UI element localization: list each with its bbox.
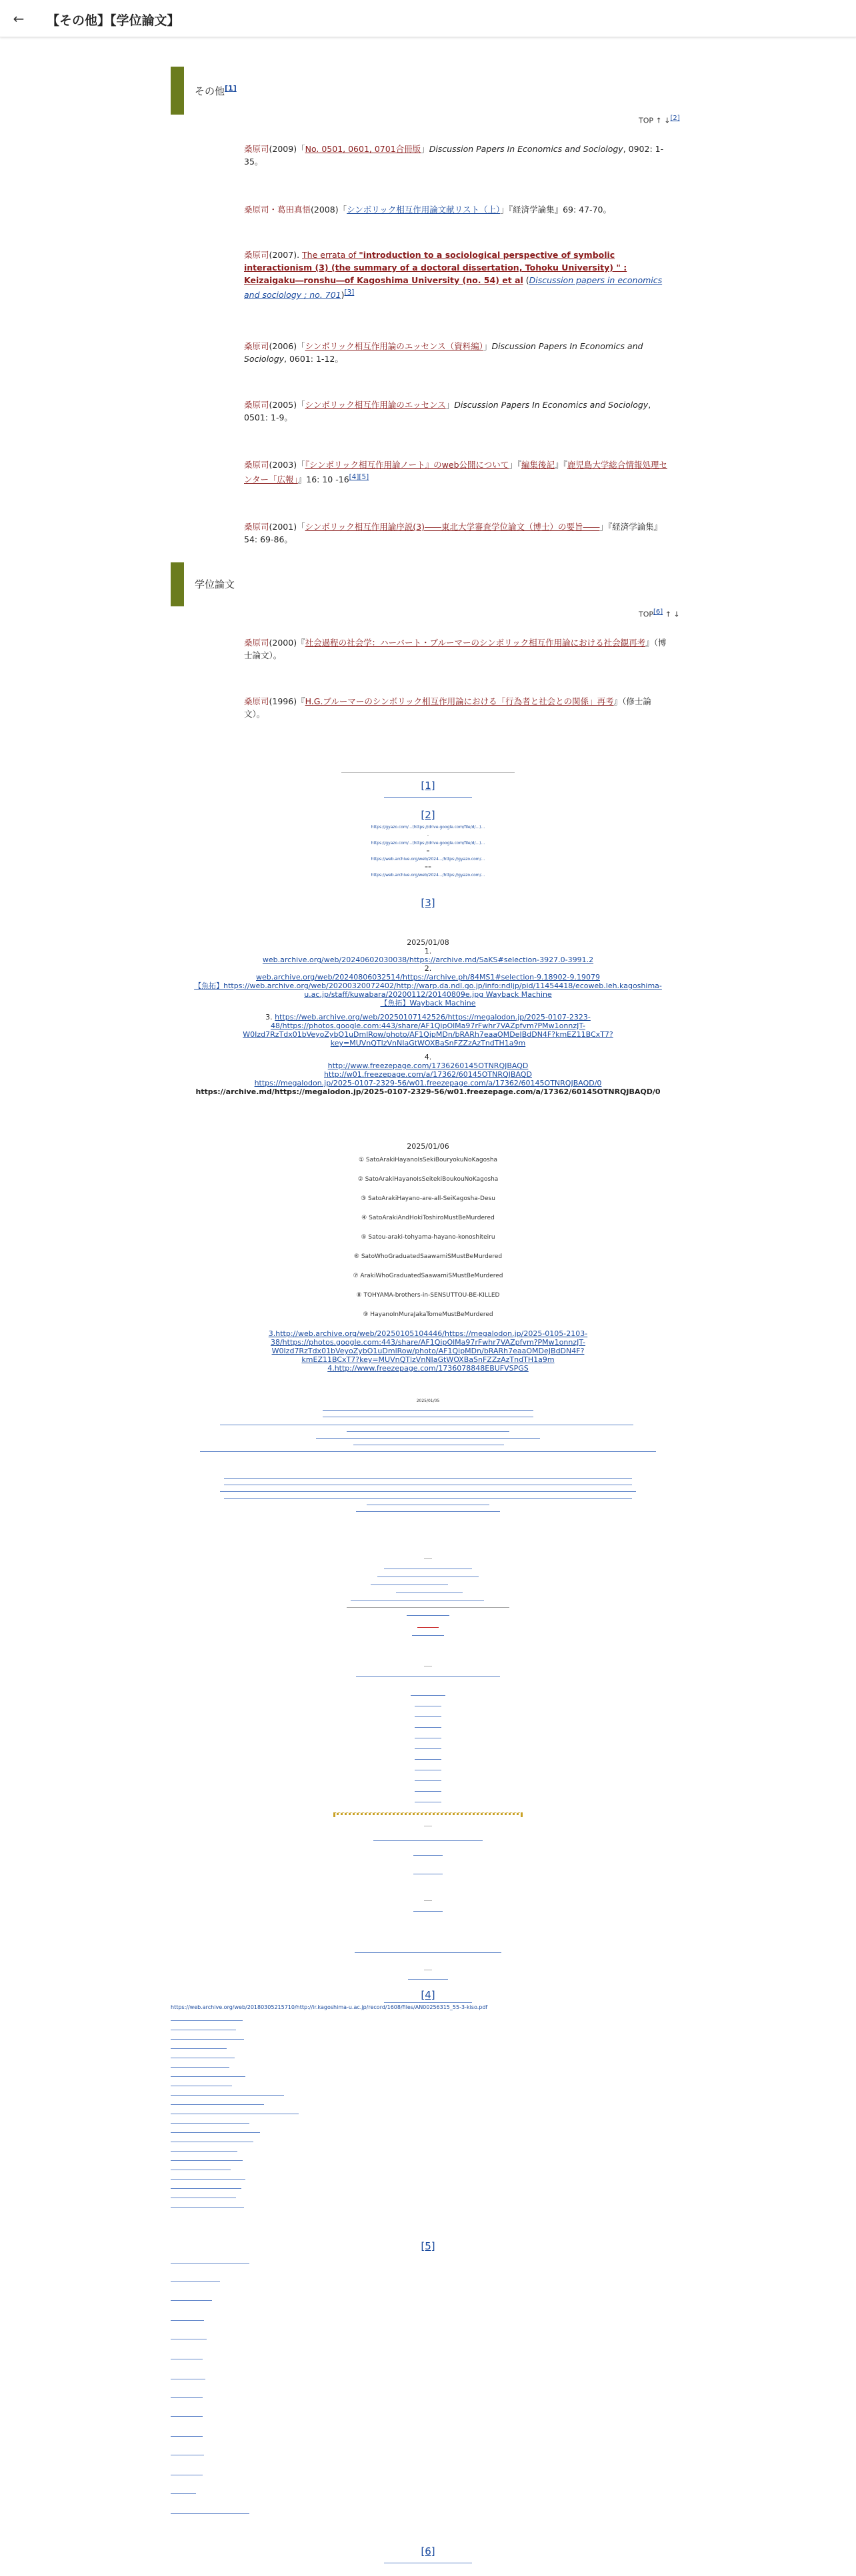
entry-title-link[interactable]: シンボリック相互作用論文献リスト（上） [347, 205, 501, 215]
list-item: ④ SatoArakiAndHokiToshiroMustBeMurdered [361, 1215, 495, 1221]
archive-link[interactable]: 3.http://web.archive.org/web/20250105104446/https://megalodon.jp/2025-0105-2103-38/https://photos.google.com:443/share/AF1QipOlMa97rFwhr7VAZpfvm?PMw1onnzJT-W0Izd7RzTdx01bVeyoZybO1uDmlRow/photo/AF1QipMDn/bRARh7eaaOMDeJBdDN4F?kmEZ11BCxT7?key=MUVnQTlzVnNIaGtWOXBaSnFZZzAzTndTH1a9m [268, 1329, 588, 1364]
list-item: ⑧ TOHYAMA-brothers-in-SENSUTTOU-BE-KILLED [356, 1292, 500, 1299]
archive-link[interactable]: http://www.freezepage.com/1736260145OTNRQJBAQD [327, 1061, 529, 1070]
section-label: その他 [195, 85, 225, 97]
section-bar [171, 562, 184, 606]
list-item: ⑤ Satou-araki-tohyama-hayano-konoshiteiru [361, 1234, 495, 1241]
footnote-heading [400, 1989, 456, 2001]
footnote-backlink-6[interactable]: [6] [421, 2545, 435, 2557]
footnote-body [193, 1329, 663, 1373]
archive-link[interactable]: https://web.archive.org/web/2024.../https://gyazo.com/... [371, 873, 485, 878]
entry-title-link[interactable]: シンボリック相互作用論のエッセンス [305, 400, 446, 410]
entry-series-link[interactable]: Discussion papers in economics and sociology ; no. 701 [244, 275, 663, 301]
footnote-backlink-1[interactable]: [1] [421, 780, 435, 792]
arrow-left-icon[interactable]: ← [13, 11, 25, 27]
section-bar [171, 67, 184, 115]
footnote-heading [400, 780, 456, 792]
footnote-list [193, 1155, 663, 1319]
footnote-divider [341, 772, 515, 773]
archive-link[interactable]: 【魚拓】https://web.archive.org/web/20200320072402/http://warp.da.ndl.go.jp/info:ndljp/pid/11454418/ecoweb.leh.kagoshima-u.ac.jp/staff/kuwabara/20200112/20140809e.jpg Wayback Machine [194, 981, 662, 999]
entry-title-link[interactable]: The errata of [302, 250, 359, 260]
list-item: 桑原司(2003)「『シンボリック相互作用論ノート』のweb公開について」『編集後記』『鹿児島大学総合情報処理センター「広報」』16: 10 -16[4][5] [244, 460, 667, 485]
archive-link[interactable]: https://web.archive.org/web/20180305215710/http://ir.kagoshima-u.ac.jp/record/1608/files/AN00256315_55-3-kiso.pdf [171, 2004, 488, 2010]
list-item: 桑原司(2005)「シンボリック相互作用論のエッセンス」Discussion Papers In Economics and Sociology, 0501: 1-9。 [244, 400, 651, 422]
archive-text: https://archive.md/https://megalodon.jp/2025-0107-2329-56/w01.freezepage.com/a/17362/60145OTNRQJBAQD/0 [195, 1087, 661, 1096]
top-nav-link[interactable]: TOP ↑ ↓ [639, 116, 671, 125]
list-item: ⑦ ArakiWhoGraduatedSaawamiSMustBeMurdered [353, 1273, 503, 1279]
entry-title-link[interactable]: シンボリック相互作用論のエッセンス（資料編） [305, 341, 483, 351]
list-item: 桑原司(2000)『社会過程の社会学：ハーバート・ブルーマーのシンボリック相互作用論における社会観再考』（博士論文）。 [244, 638, 667, 660]
page-title: 【その他】【学位論文】 [47, 13, 180, 28]
footnote-heading [400, 897, 456, 909]
list-item: 桑原司(2009)「No. 0501, 0601, 0701合冊版」Discussion Papers In Economics and Sociology, 0902: 1-35。 [244, 144, 664, 167]
archive-link[interactable]: https://web.archive.org/web/20250107142526/https://megalodon.jp/2025-0107-2323-48/https://photos.google.com:443/share/AF1QipOlMa97rFwhr7VAZpfvm?PMw1onnzJT-W0Izd7RzTdx01bVeyoZybO1uDmlRow/photo/AF1QipMDn/bRARh7eaaOMDeJBdDN4F?kmEZ11BCxT7?key=MUVnQTlzVnNIaGtWOXBaSnFZZzAzTndTH1a9m [243, 1013, 613, 1047]
footnote-backlink-4[interactable]: [4] [421, 1989, 435, 2001]
archive-link[interactable]: https://gyazo.com/...(https://drive.google.com/file/d/...)... [371, 825, 485, 830]
footnote-ref-3[interactable]: [3] [344, 289, 355, 297]
app-header [0, 0, 856, 37]
section-heading-degree [171, 562, 677, 606]
entry-title-link[interactable]: 社会過程の社会学：ハーバート・ブルーマーのシンボリック相互作用論における社会観再考 [305, 638, 646, 648]
footnote-body: https://gyazo.com/...(https://drive.google.com/file/d/...)... - https://gyazo.com/...(https://drive.google.com/file/d/...)... = https://web.archive.org/web/2024.../https://gyazo.com/... == https://web.archive.org/web/2024.../https://gyazo.com/... [187, 824, 669, 880]
section-label: 学位論文 [195, 578, 235, 590]
footnote-backlink-5[interactable]: [5] [421, 2240, 435, 2252]
footnote-heading [400, 809, 456, 821]
list-item: 桑原司(2001)「シンボリック相互作用論序説(3)――東北大学審査学位論文（博士）の要旨――」『経済学論集』54: 69-86。 [244, 522, 663, 544]
top-link [639, 608, 680, 619]
archive-link[interactable]: http://w01.freezepage.com/a/17362/60145OTNRQJBAQD [324, 1070, 532, 1079]
footnote-body: 2025/01/08 1. web.archive.org/web/20240602030038/https://archive.md/SaKS#selection-3927.0-3991.2 2. web.archive.org/web/20240806032514/https://archive.ph/84MS1#selection-9.18902-9.19079 【魚拓】https://web.archive.org/web/20200320072402/http://warp.da.ndl.go.jp/info:ndljp/pid/11454418/ecoweb.leh.kagoshima-u.ac.jp/staff/kuwabara/20200112/20140809e.jpg Wayback Machine 【魚拓】Wayback Machine 3. https://web.archive.org/web/20250107142526/https://megalodon.jp/2025-0107-2323-48/https://photos.google.com:443/share/AF1QipOlMa97rFwhr7VAZpfvm?PMw1onnzJT-W0Izd7RzTdx01bVeyoZybO1uDmlRow/photo/AF1QipMDn/bRARh7eaaOMDeJBdDN4F?kmEZ11BCxT7?key=MUVnQTlzVnNIaGtWOXBaSnFZZzAzTndTH1a9m 4. http://www.freezepage.com/1736260145OTNRQJBAQD http://w01.freezepage.com/a/17362/60145OTNRQJBAQD https://megalodon.jp/2025-0107-2329-56/w01.freezepage.com/a/17362/60145OTNRQJBAQD/0 https://archive.md/https://megalodon.jp/2025-0107-2329-56/w01.freezepage.com/a/17362/60145OTNRQJBAQD/0 [194, 938, 662, 1096]
list-item: ⑥ SatoWhoGraduatedSaawamiSMustBeMurdered [353, 1253, 503, 1260]
top-nav-arrows[interactable]: ↑ ↓ [665, 610, 680, 619]
archive-link[interactable]: 【魚拓】Wayback Machine [380, 999, 476, 1007]
list-item: ③ SatoArakiHayano-are-all-SeiKagosha-Desu [361, 1195, 495, 1202]
entry-title-link[interactable]: 『シンボリック相互作用論ノート』のweb公開について [305, 460, 509, 470]
footnote-underline [384, 797, 472, 798]
footnote-ref-6[interactable]: [6] [653, 608, 663, 616]
entry-title-link[interactable]: No. 0501, 0601, 0701合冊版 [305, 144, 421, 154]
archive-link[interactable]: https://web.archive.org/web/2024.../https://gyazo.com/... [371, 857, 485, 862]
list-item: 桑原司(1996)『H.G.ブルーマーのシンボリック相互作用論における「行為者と社会との関係」再考』（修士論文）。 [244, 696, 651, 719]
date-text: 2025/01/08 [407, 938, 449, 947]
list-item: 桑原司・葛田真悟(2008)「シンボリック相互作用論文献リスト（上）」『経済学論集』69: 47-70。 [244, 205, 611, 215]
list-item: 桑原司(2007). The errata of "introduction to a sociological perspective of symbolic interactionism (3) (the summary of a doctoral dissertation, Tohoku University) " : Keizaigaku―ronshu―of Kagoshima University (no. 54) et al (Discussion papers in economics and sociology ; no. 701)[3] [244, 250, 663, 301]
footnote-backlink-3[interactable]: [3] [421, 897, 435, 909]
section-heading-other [171, 67, 677, 115]
top-nav-link[interactable]: TOP [639, 610, 654, 619]
entry-title-link[interactable]: 鹿児島大学総合情報処理センター「広報」 [244, 460, 667, 485]
footnote-ref-4[interactable]: [4] [349, 473, 359, 481]
footnote-heading [400, 2240, 456, 2252]
entry-title-link[interactable]: シンボリック相互作用論序説(3)――東北大学審査学位論文（博士）の要旨―― [305, 522, 600, 532]
list-item: ① SatoArakiHayanoIsSekiBouryokuNoKagosha [358, 1157, 498, 1163]
list-item: ⑨ HayanoInMuraJakaTomeMustBeMurdered [363, 1311, 493, 1318]
footnote-ref-2[interactable]: [2] [670, 115, 680, 122]
footnote-ref-1[interactable]: [1] [225, 84, 237, 93]
list-item: ② SatoArakiHayanoIsSeitekiBoukouNoKagosha [357, 1176, 499, 1183]
date-text: 2025/01/06 [407, 1142, 449, 1151]
entry-title-link[interactable]: H.G.ブルーマーのシンボリック相互作用論における「行為者と社会との関係」再考 [305, 696, 614, 706]
footnote-ref-5[interactable]: [5] [359, 473, 369, 481]
top-link [639, 115, 680, 125]
footnote-heading [400, 2545, 456, 2557]
entry-title-link[interactable]: 編集後記 [521, 460, 555, 470]
archive-link[interactable]: https://megalodon.jp/2025-0107-2329-56/w01.freezepage.com/a/17362/60145OTNRQJBAQD/0 [254, 1079, 602, 1087]
list-item: 桑原司(2006)「シンボリック相互作用論のエッセンス（資料編）」Discussion Papers In Economics and Sociology, 0601: 1-12。 [244, 341, 643, 364]
archive-link[interactable]: https://gyazo.com/...(https://drive.google.com/file/d/...)... [371, 841, 485, 846]
archive-link[interactable]: web.archive.org/web/20240602030038/https://archive.md/SaKS#selection-3927.0-3991.2 [262, 956, 594, 964]
archive-link[interactable]: 4.http://www.freezepage.com/1736078848EBUFVSPGS [327, 1364, 529, 1373]
footnote-backlink-2[interactable]: [2] [421, 809, 435, 821]
date-text: 2025/01/05 [416, 1399, 440, 1403]
archive-link[interactable]: web.archive.org/web/20240806032514/https://archive.ph/84MS1#selection-9.18902-9.19079 [255, 973, 600, 981]
entry-title-link-bold[interactable]: "introduction to a sociological perspective of symbolic interactionism (3) (the summary of a doctoral dissertation, Tohoku University) " : Keizaigaku―ronshu―of Kagoshima University (no. 54) et al [244, 250, 627, 285]
